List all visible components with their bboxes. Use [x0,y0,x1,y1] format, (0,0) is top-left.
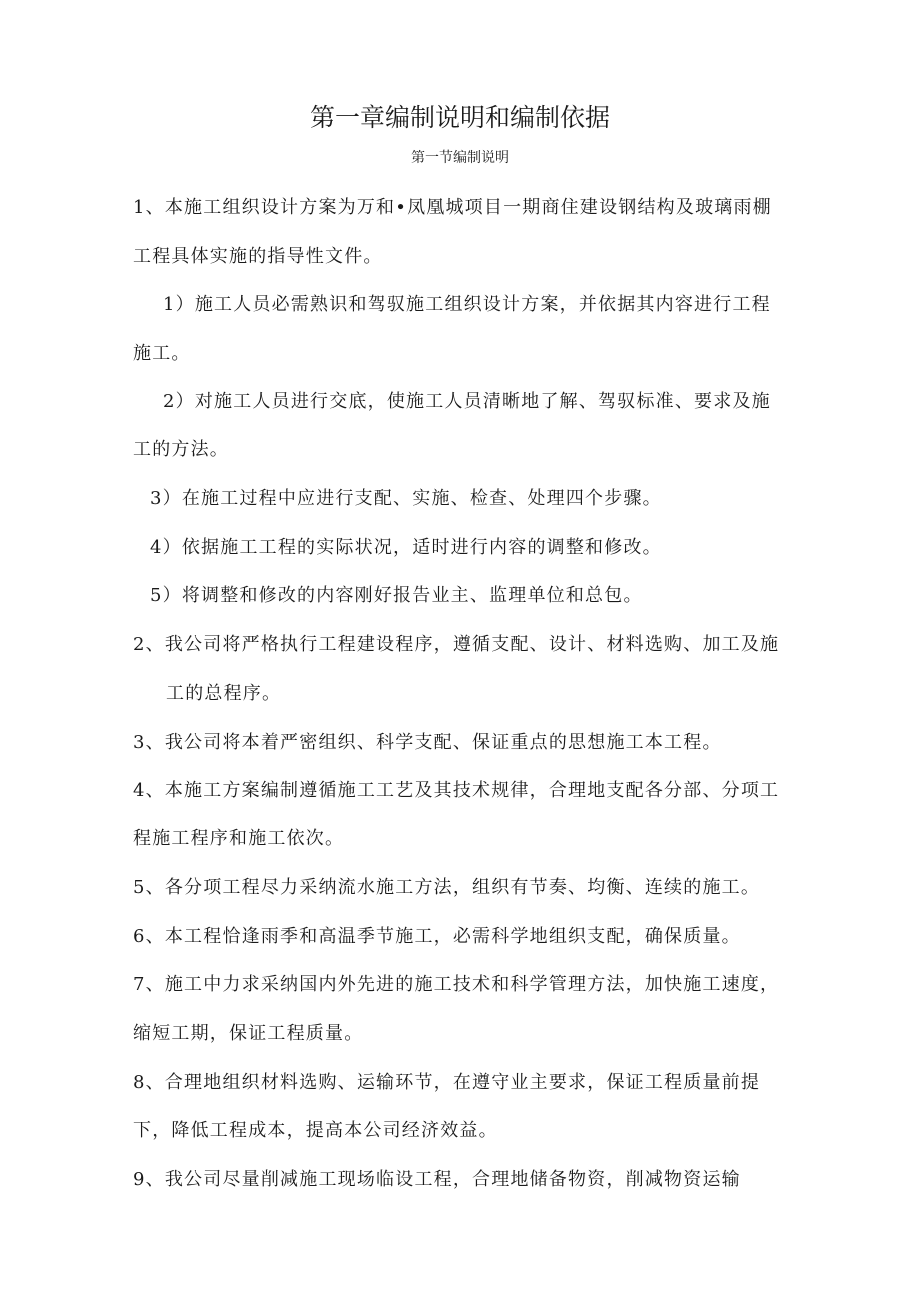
paragraph-line: 5）将调整和修改的内容刚好报告业主、监理单位和总包。 [150,585,643,606]
paragraph-line: 缩短工期，保证工程质量。 [133,1023,364,1044]
paragraph-line: 4、本施工方案编制遵循施工工艺及其技术规律，合理地支配各分部、分项工 [133,780,780,801]
section-title: 第一节编制说明 [411,150,509,166]
paragraph-line: 程施工程序和施工依次。 [133,828,345,849]
paragraph-line: 施工。 [133,343,191,364]
paragraph-line: 7、施工中力求采纳国内外先进的施工技术和科学管理方法，加快施工速度， [133,974,780,995]
paragraph-line: 9、我公司尽量削减施工现场临设工程，合理地储备物资，削减物资运输 [133,1169,741,1190]
paragraph-line: 2、我公司将严格执行工程建设程序，遵循支配、设计、材料选购、加工及施 [133,634,780,655]
paragraph-line: 2）对施工人员进行交底，使施工人员清晰地了解、驾驭标准、要求及施 [163,391,771,412]
paragraph-line: 1、本施工组织设计方案为万和•凤凰城项目一期商住建设钢结构及玻璃雨棚 [133,197,772,218]
chapter-title: 第一章编制说明和编制依据 [309,103,610,132]
paragraph-line: 3）在施工过程中应进行支配、实施、检查、处理四个步骤。 [150,488,662,509]
paragraph-line: 8、合理地组织材料选购、运输环节，在遵守业主要求，保证工程质量前提 [133,1072,761,1093]
paragraph-line: 工的方法。 [133,439,229,460]
paragraph-line: 工程具体实施的指导性文件。 [133,246,383,267]
paragraph-line: 3、我公司将本着严密组织、科学支配、保证重点的思想施工本工程。 [133,732,722,753]
paragraph-line: 4）依据施工工程的实际状况，适时进行内容的调整和修改。 [150,537,662,558]
paragraph-line: 1）施工人员必需熟识和驾驭施工组织设计方案，并依据其内容进行工程 [163,294,771,315]
paragraph-line: 工的总程序。 [166,683,282,704]
paragraph-line: 下，降低工程成本，提高本公司经济效益。 [133,1120,498,1141]
paragraph-line: 6、本工程恰逢雨季和高温季节施工，必需科学地组织支配，确保质量。 [133,926,741,947]
paragraph-line: 5、各分项工程尽力采纳流水施工方法，组织有节奏、均衡、连续的施工。 [133,877,761,898]
